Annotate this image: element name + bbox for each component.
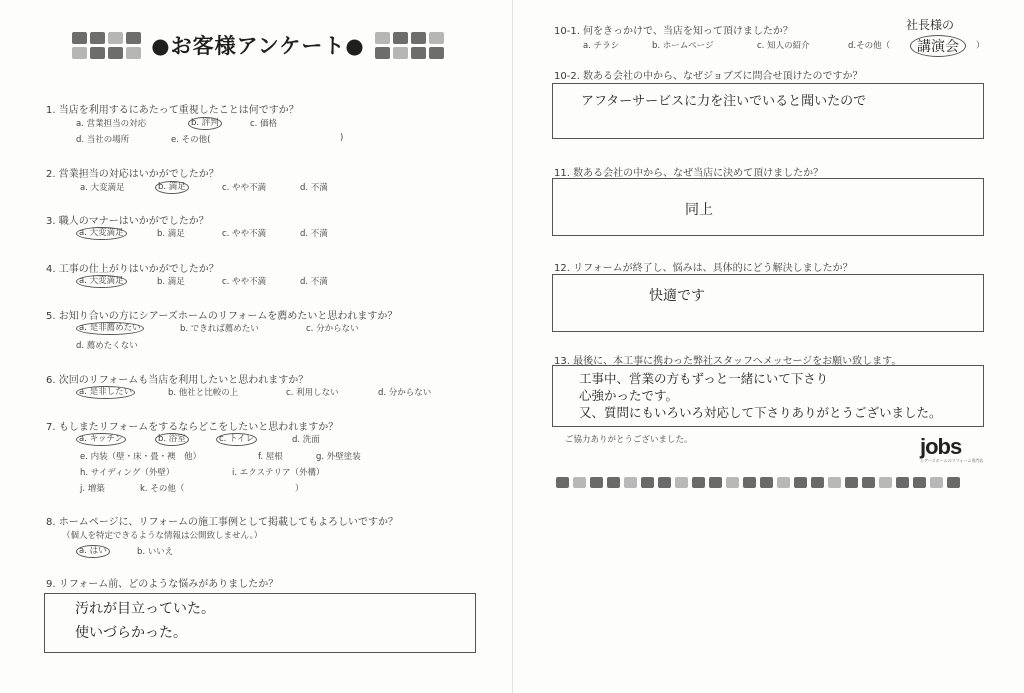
q5-option-b[interactable]: b. できれば薦めたい	[180, 324, 259, 334]
question-10-2: 10-2. 数ある会社の中から、なぜジョブズに問合せ頂けたのですか？	[554, 71, 863, 82]
q3-option-c[interactable]: c. やや不満	[222, 229, 267, 239]
q6-option-d[interactable]: d. 分からない	[378, 388, 432, 398]
page-title: ●お客様アンケート●	[151, 34, 365, 58]
q10-1-option-a[interactable]: a. チラシ	[583, 41, 620, 51]
question-10-1: 10-1. 何をきっかけで、当店を知って頂けましたか？	[554, 26, 793, 37]
q1-option-b[interactable]	[188, 117, 222, 130]
q9-answer-box[interactable]	[44, 593, 476, 653]
q10-1-option-c[interactable]: c. 知人の紹介	[757, 41, 810, 51]
q8-note: （個人を特定できるような情報は公開致しません。）	[62, 531, 263, 541]
q5-option-c[interactable]: c. 分からない	[306, 324, 359, 334]
q10-1-option-b[interactable]: b. ホームページ	[652, 41, 714, 51]
jobs-logo-tagline: シアーズホームのリフォーム専門店	[920, 458, 984, 463]
question-11: 11. 数ある会社の中から、なぜ当店に決めて頂けましたか？	[554, 168, 824, 179]
q3-option-d[interactable]: d. 不満	[300, 229, 328, 239]
q7-option-a-selected: a. キッチン	[76, 433, 126, 446]
question-6: 6. 次回のリフォームも当店を利用したいと思われますか？	[46, 375, 309, 386]
q7-option-a[interactable]	[76, 433, 126, 446]
q8-option-a[interactable]	[76, 545, 110, 558]
q10-2-answer: アフターサービスに力を注いでいると聞いたので	[581, 94, 867, 109]
q7-option-k[interactable]: k. その他（	[140, 484, 185, 494]
q5-option-a[interactable]	[76, 322, 144, 335]
q3-option-b[interactable]: b. 満足	[157, 229, 185, 239]
q4-option-b[interactable]: b. 満足	[157, 277, 185, 287]
footer-tile-bar	[556, 477, 960, 488]
survey-header	[50, 28, 466, 62]
q7-option-c[interactable]	[216, 433, 257, 446]
q12-answer: 快適です	[649, 288, 705, 304]
q4-option-c[interactable]: c. やや不満	[222, 277, 267, 287]
q1-option-c[interactable]: c. 価格	[250, 119, 278, 129]
q3-option-a-selected: a. 大変満足	[76, 227, 127, 240]
q8-option-a-selected: a. はい	[76, 545, 110, 558]
q11-answer: 同上	[685, 202, 713, 218]
q6-option-b[interactable]: b. 他社と比較の上	[168, 388, 239, 398]
thanks-text: ご協力ありがとうございました。	[565, 435, 693, 445]
q10-1-answer-top: 社長様の	[906, 18, 955, 32]
q10-1-option-d[interactable]: d.その他（	[848, 41, 891, 51]
q8-option-b[interactable]: b. いいえ	[137, 547, 174, 557]
q2-option-c[interactable]: c. やや不満	[222, 183, 267, 193]
question-3: 3. 職人のマナーはいかがでしたか？	[46, 216, 209, 227]
question-1: 1. 当店を利用するにあたって重視したことは何ですか？	[46, 105, 299, 116]
q5-option-d[interactable]: d. 薦めたくない	[76, 341, 138, 351]
q13-answer-box[interactable]	[552, 365, 984, 427]
jobs-logo	[920, 434, 984, 464]
q9-answer: 汚れが目立っていた。 使いづらかった。	[75, 601, 215, 641]
q2-option-d[interactable]: d. 不満	[300, 183, 328, 193]
q7-option-g[interactable]: g. 外壁塗装	[316, 452, 361, 462]
q2-option-a[interactable]: a. 大変満足	[80, 183, 125, 193]
question-8: 8. ホームページに、リフォームの施工事例として掲載してもよろしいですか？	[46, 517, 399, 528]
q7-option-h[interactable]: h. サイディング（外壁）	[80, 468, 175, 478]
q3-option-a[interactable]	[76, 227, 127, 240]
q7-option-b-selected: b. 浴室	[155, 433, 189, 446]
q7-option-e[interactable]: e. 内装（壁・床・畳・襖 他）	[80, 452, 202, 462]
q13-answer: 工事中、営業の方もずっと一緒にいて下さり 心強かったです。 又、質問にもいろいろ対応して下さりありがとうございました。	[579, 371, 942, 420]
q10-1-answer: 講演会	[910, 35, 966, 57]
question-9: 9. リフォーム前、どのような悩みがありましたか？	[46, 579, 279, 590]
q4-option-a[interactable]	[76, 275, 127, 288]
header-tiles-left	[72, 32, 141, 59]
q7-option-f[interactable]: f. 屋根	[258, 452, 283, 462]
q7-option-d[interactable]: d. 洗面	[292, 435, 320, 445]
q11-answer-box[interactable]	[552, 178, 984, 236]
q6-option-c[interactable]: c. 利用しない	[286, 388, 339, 398]
q2-option-b-selected: b. 満足	[155, 181, 189, 194]
q1-option-a[interactable]: a. 営業担当の対応	[76, 119, 147, 129]
q1-option-e-close: )	[340, 133, 344, 143]
q1-option-b-selected: b. 評判	[188, 117, 222, 130]
q7-option-i[interactable]: i. エクステリア（外構）	[232, 468, 325, 478]
question-12: 12. リフォームが終了し、悩みは、具体的にどう解決しましたか？	[554, 263, 853, 274]
q1-option-e[interactable]: e. その他(	[171, 135, 211, 145]
q4-option-a-selected: a. 大変満足	[76, 275, 127, 288]
q10-2-answer-box[interactable]	[552, 83, 984, 139]
q1-option-d[interactable]: d. 当社の場所	[76, 135, 130, 145]
question-7: 7. もしまたリフォームをするならどこをしたいと思われますか？	[46, 422, 339, 433]
q6-option-a[interactable]	[76, 386, 135, 399]
q7-option-k-close: ）	[295, 484, 304, 494]
question-4: 4. 工事の仕上がりはいかがでしたか？	[46, 264, 219, 275]
q7-option-b[interactable]	[155, 433, 189, 446]
q10-1-option-d-close: ）	[976, 41, 985, 51]
q6-option-a-selected: a. 是非したい	[76, 386, 135, 399]
q12-answer-box[interactable]	[552, 274, 984, 332]
question-2: 2. 営業担当の対応はいかがでしたか？	[46, 169, 219, 180]
question-5: 5. お知り合いの方にシアーズホームのリフォームを薦めたいと思われますか？	[46, 311, 398, 322]
header-tiles-right	[375, 32, 444, 59]
q7-option-c-selected: c. トイレ	[216, 433, 257, 446]
q5-option-a-selected: a. 是非薦めたい	[76, 322, 144, 335]
q2-option-b[interactable]	[155, 181, 189, 194]
question-13: 13. 最後に、本工事に携わった弊社スタッフへメッセージをお願い致します。	[554, 356, 902, 367]
q4-option-d[interactable]: d. 不満	[300, 277, 328, 287]
jobs-logo-text: jobs	[920, 434, 962, 459]
q7-option-j[interactable]: j. 増築	[80, 484, 105, 494]
